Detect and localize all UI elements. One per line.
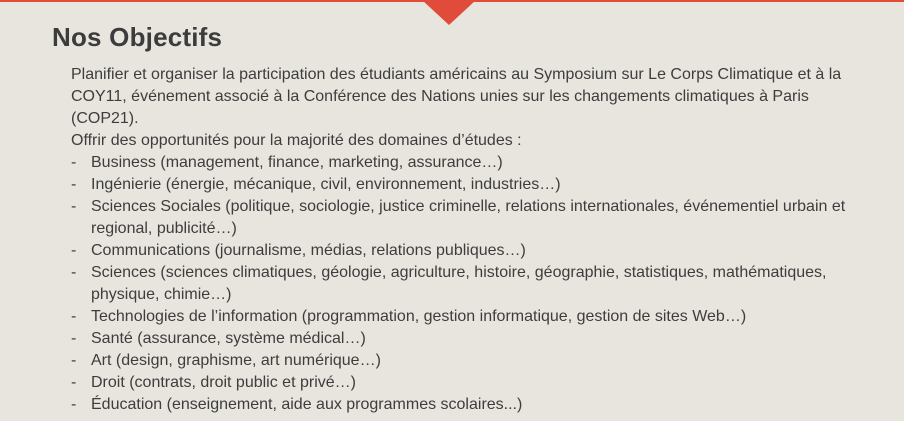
intro-paragraph: Planifier et organiser la participation des étudiants américains au Symposium sur Le Corps Climatique et à la COY11, événement associé à la Conférence des Nations unies sur les changements climatiques à Paris (COP21). — [71, 66, 842, 127]
list-item — [71, 394, 861, 416]
list-bullet: - — [71, 374, 77, 391]
list-bullet: - — [71, 396, 77, 413]
list-item-text: Business (management, finance, marketing, assurance…) — [91, 154, 503, 171]
list-item — [71, 328, 861, 350]
list-item — [71, 372, 861, 394]
list-bullet: - — [71, 308, 77, 325]
list-item-text: Santé (assurance, système médical…) — [91, 330, 366, 347]
domains-intro: Offrir des opportunités pour la majorité des domaines d’études : — [71, 132, 522, 149]
list-item — [71, 262, 861, 306]
header-notch-triangle — [422, 0, 476, 25]
list-item — [71, 152, 861, 174]
domains-list — [71, 152, 861, 416]
list-bullet: - — [71, 154, 77, 171]
list-item — [71, 306, 861, 328]
list-item-text: Éducation (enseignement, aide aux programmes scolaires...) — [91, 396, 523, 413]
objectives-content — [71, 64, 861, 416]
list-item — [71, 350, 861, 372]
list-item — [71, 240, 861, 262]
list-item-text: Technologies de l’information (programmation, gestion informatique, gestion de sites Web…) — [91, 308, 747, 325]
list-item-text: Droit (contrats, droit public et privé…) — [91, 374, 356, 391]
list-bullet: - — [71, 352, 77, 369]
list-item-text: Communications (journalisme, médias, relations publiques…) — [91, 242, 526, 259]
list-item-text: Sciences Sociales (politique, sociologie, justice criminelle, relations internationales, événementiel urbain et regional, publicité…) — [91, 198, 846, 237]
list-item-text: Art (design, graphisme, art numérique…) — [91, 352, 381, 369]
list-bullet: - — [71, 264, 77, 281]
list-item — [71, 196, 861, 240]
list-item-text: Ingénierie (énergie, mécanique, civil, environnement, industries…) — [91, 176, 561, 193]
list-bullet: - — [71, 176, 77, 193]
list-bullet: - — [71, 242, 77, 259]
list-bullet: - — [71, 198, 77, 215]
list-bullet: - — [71, 330, 77, 347]
list-item — [71, 174, 861, 196]
list-item-text: Sciences (sciences climatiques, géologie, agriculture, histoire, géographie, statistiques, mathématiques, physique, chimie…) — [91, 264, 827, 303]
page-title: Nos Objectifs — [52, 22, 223, 52]
